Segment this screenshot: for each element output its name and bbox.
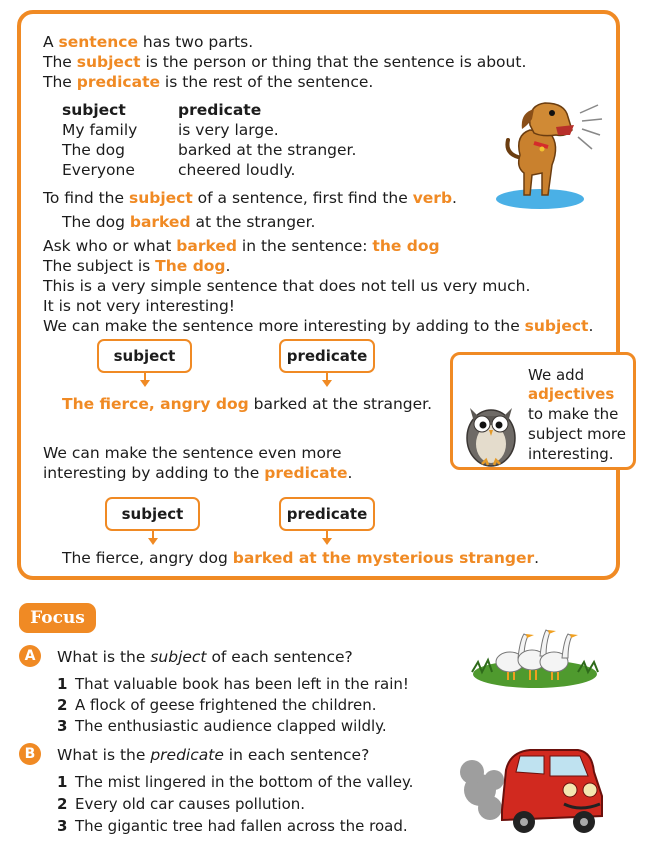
arrow-down-icon <box>322 538 332 545</box>
owl-tip-line-4: subject more <box>528 425 626 443</box>
intro-line-2: The subject is the person or thing that the sentence is about. <box>43 53 527 71</box>
table-header-subject: subject <box>62 101 126 119</box>
subject-box-2: subject <box>105 497 200 531</box>
even-more-line-1: We can make the sentence even more <box>43 444 342 462</box>
table-cell: barked at the stranger. <box>178 141 357 159</box>
barking-dog-illustration <box>490 95 605 213</box>
predicate-box-1: predicate <box>279 339 375 373</box>
subject-box-1: subject <box>97 339 192 373</box>
list-item: 1 That valuable book has been left in the rain! <box>57 675 409 693</box>
owl-tip-line-3: to make the <box>528 405 619 423</box>
ask-line: Ask who or what barked in the sentence: the dog <box>43 237 440 255</box>
owl-illustration <box>460 398 522 468</box>
example-sentence-2: The fierce, angry dog barked at the stranger. <box>62 395 433 413</box>
owl-tip-line-5: interesting. <box>528 445 614 463</box>
intro-line-3: The predicate is the rest of the sentence. <box>43 73 374 91</box>
focus-heading: Focus <box>19 603 96 633</box>
arrow-down-icon <box>140 380 150 387</box>
not-interesting-line: It is not very interesting! <box>43 297 236 315</box>
intro-line-1: A sentence has two parts. <box>43 33 254 51</box>
question-b-text: What is the predicate in each sentence? <box>57 746 370 764</box>
table-cell: cheered loudly. <box>178 161 296 179</box>
table-cell: My family <box>62 121 138 139</box>
question-a-badge: A <box>19 645 41 667</box>
even-more-line-2: interesting by adding to the predicate. <box>43 464 353 482</box>
find-subject-line: To find the subject of a sentence, first find the verb. <box>43 189 457 207</box>
owl-tip-line-1: We add <box>528 366 585 384</box>
list-item: 3 The gigantic tree had fallen across the road. <box>57 817 408 835</box>
more-interesting-line: We can make the sentence more interesting by adding to the subject. <box>43 317 594 335</box>
list-item: 3 The enthusiastic audience clapped wildly. <box>57 717 387 735</box>
owl-tip-line-2: adjectives <box>528 385 615 403</box>
table-cell: Everyone <box>62 161 135 179</box>
arrow-down-icon <box>148 538 158 545</box>
question-b-badge: B <box>19 743 41 765</box>
list-item: 2 Every old car causes pollution. <box>57 795 306 813</box>
table-header-predicate: predicate <box>178 101 262 119</box>
geese-illustration <box>470 622 600 692</box>
subject-is-line: The subject is The dog. <box>43 257 231 275</box>
question-a-text: What is the subject of each sentence? <box>57 648 353 666</box>
list-item: 2 A flock of geese frightened the children. <box>57 696 377 714</box>
simple-sentence-line: This is a very simple sentence that does not tell us very much. <box>43 277 531 295</box>
table-cell: The dog <box>62 141 125 159</box>
example-sentence-3: The fierce, angry dog barked at the mysterious stranger. <box>62 549 540 567</box>
polluting-car-illustration <box>460 740 610 835</box>
list-item: 1 The mist lingered in the bottom of the valley. <box>57 773 414 791</box>
table-cell: is very large. <box>178 121 279 139</box>
example-sentence-1: The dog barked at the stranger. <box>62 213 316 231</box>
arrow-down-icon <box>322 380 332 387</box>
predicate-box-2: predicate <box>279 497 375 531</box>
